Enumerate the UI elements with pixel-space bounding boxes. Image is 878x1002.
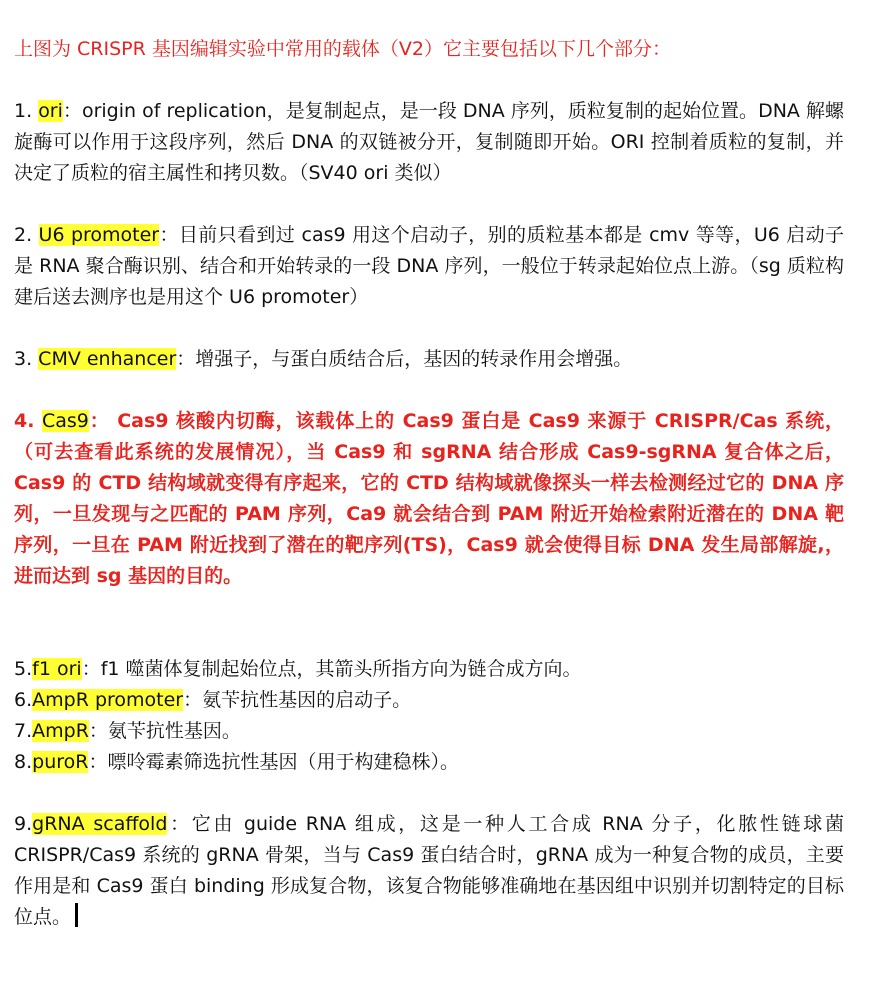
item-term: CMV enhancer — [38, 348, 177, 370]
item-number: 6. — [14, 689, 33, 711]
item-ampr — [14, 716, 844, 747]
item-ori — [14, 96, 844, 189]
item-number: 3. — [14, 348, 39, 370]
item-number: 7. — [14, 720, 33, 742]
item-cmv-enhancer — [14, 344, 844, 375]
item-text: ：origin of replication，是复制起点，是一段 DNA 序列，质粒复制的起始位置。DNA 解螺旋酶可以作用于这段序列，然后 DNA 的双链被分开，复制随即开始。ORI 控制着质粒的复制，并决定了质粒的宿主属性和拷贝数。（SV40 ori 类似） — [14, 100, 844, 184]
item-term: ori — [38, 100, 63, 122]
item-number: 8. — [14, 751, 33, 773]
item-ampr-promoter — [14, 685, 844, 716]
item-text: ： Cas9 核酸内切酶，该载体上的 Cas9 蛋白是 Cas9 来源于 CRISPR/Cas 系统，（可去查看此系统的发展情况），当 Cas9 和 sgRNA 结合形成 Cas9-sgRNA 复合体之后，Cas9 的 CTD 结构域就变得有序起来，它的 CTD 结构域就像探头一样去检测经过它的 DNA 序列，一旦发现与之匹配的 PAM 序列，Ca9 就会结合到 PAM 附近开始检索附近潜在的 DNA 靶序列，一旦在 PAM 附近找到了潜在的靶序列(TS)，Cas9 就会使得目标 DNA 发生局部解旋,，进而达到 sg 基因的目的。 — [14, 410, 844, 587]
item-grna-scaffold — [14, 809, 844, 933]
spacer — [14, 623, 844, 654]
doc-title: 上图为 CRISPR 基因编辑实验中常用的载体（V2）它主要包括以下几个部分： — [14, 38, 671, 60]
item-cas9 — [14, 406, 844, 592]
item-f1-ori — [14, 654, 844, 685]
item-term: puroR — [32, 751, 89, 773]
item-number: 9. — [14, 813, 33, 835]
item-term: Cas9 — [41, 410, 89, 432]
item-term: U6 promoter — [38, 224, 160, 246]
item-term: AmpR — [32, 720, 89, 742]
item-number: 4. — [14, 410, 42, 432]
item-text: ：目前只看到过 cas9 用这个启动子，别的质粒基本都是 cmv 等等，U6 启动子是 RNA 聚合酶识别、结合和开始转录的一段 DNA 序列，一般位于转录起始位点上游。（sg 质粒构建后送去测序也是用这个 U6 promoter） — [14, 224, 844, 308]
item-text: ：嘌呤霉素筛选抗性基因（用于构建稳株）。 — [88, 751, 459, 773]
item-term: f1 ori — [32, 658, 82, 680]
text-cursor — [75, 903, 78, 927]
item-number: 5. — [14, 658, 33, 680]
item-puror — [14, 747, 844, 778]
item-term: AmpR promoter — [32, 689, 184, 711]
item-text: ：f1 噬菌体复制起始位点，其箭头所指方向为链合成方向。 — [81, 658, 582, 680]
item-text: ：增强子，与蛋白质结合后，基因的转录作用会增强。 — [176, 348, 633, 370]
document-body — [14, 34, 844, 933]
item-u6-promoter — [14, 220, 844, 313]
item-text: ：氨苄抗性基因的启动子。 — [183, 689, 412, 711]
item-text: ：氨苄抗性基因。 — [88, 720, 241, 742]
item-number: 1. — [14, 100, 39, 122]
item-number: 2. — [14, 224, 39, 246]
item-term: gRNA scaffold — [32, 813, 168, 835]
item-text: ：它由 guide RNA 组成，这是一种人工合成 RNA 分子，化脓性链球菌 CRISPR/Cas9 系统的 gRNA 骨架，当与 Cas9 蛋白结合时，gRNA 成为一种复合物的成员，主要作用是和 Cas9 蛋白 binding 形成复合物，该复合物能够准确地在基因组中识别并切割特定的目标位点。 — [14, 813, 844, 928]
